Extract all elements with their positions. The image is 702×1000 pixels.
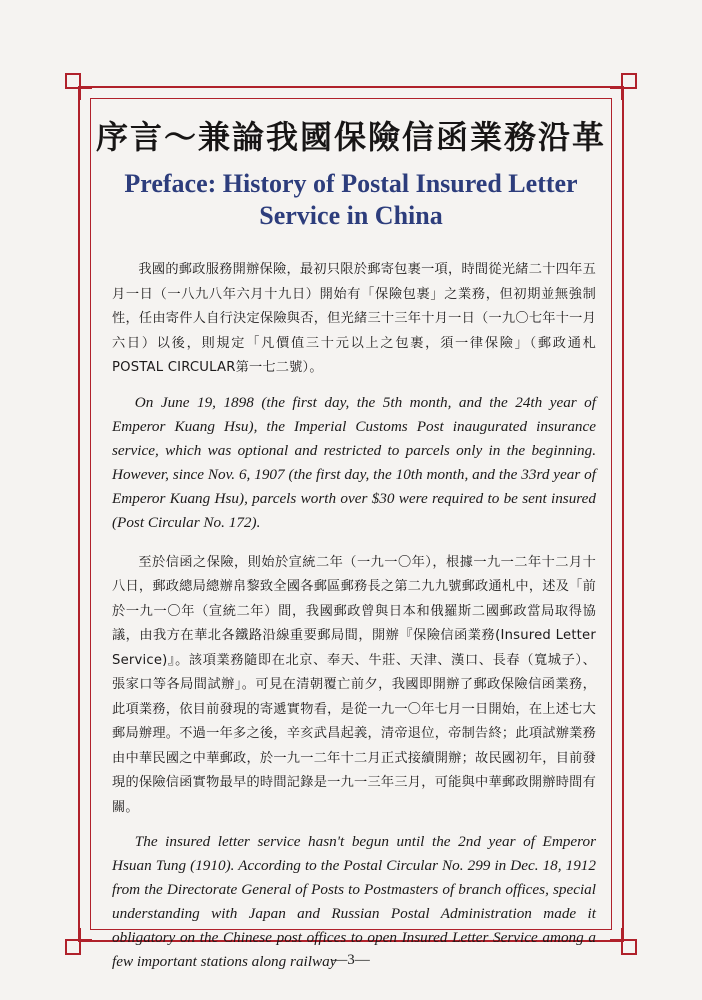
- paragraph-1-english: On June 19, 1898 (the first day, the 5th month, and the 24th year of Emperor Kuang Hsu), the Imperial Customs Post inaugurated insurance service, which was optional and restricted to parcels only in the beginning. However, since Nov. 6, 1907 (the first day, the 10th month, and the 33rd year of Emperor Kuang Hsu), parcels worth over $30 were required to be sent insured (Post Circular No. 172).: [112, 393, 596, 531]
- english-title: [96, 168, 606, 232]
- english-title-line-2: Service in China: [259, 201, 443, 230]
- corner-ornament-top-left: [63, 71, 93, 101]
- corner-ornament-top-right: [609, 71, 639, 101]
- chinese-title: 序言～兼論我國保險信函業務沿革: [96, 118, 607, 156]
- page-number: —3—: [332, 952, 370, 968]
- body-text: [112, 258, 596, 974]
- english-title-line-1: Preface: History of Postal Insured Letter: [124, 169, 578, 198]
- paragraph-1-chinese: 我國的郵政服務開辦保險，最初只限於郵寄包裹一項，時間從光緒二十四年五月一日（一八九八年六月十九日）開始有「保險包裹」之業務，但初期並無強制性，任由寄件人自行決定保險與否，但光緒三十三年十月一日（一九〇七年十一月六日）以後，則規定「凡價值三十元以上之包裹，須一律保險」（郵政通札POSTAL CIRCULAR第一七二號）。: [112, 262, 596, 375]
- paragraph-2-english: The insured letter service hasn't begun until the 2nd year of Emperor Hsuan Tung (1910). According to the Postal Circular No. 299 in Dec. 18, 1912 from the Directorate General of Posts to Postmasters of branch offices, special understanding with Japan and Russian Postal Administration made it obligatory on the Chinese post offices to open Insured Letter Service among a few important stations along railway: [112, 833, 596, 970]
- paragraph-2-chinese: 至於信函之保險，則始於宣統二年（一九一〇年），根據一九一二年十二月十八日，郵政總局總辦帛黎致全國各郵區郵務長之第二九九號郵政通札中，述及「前於一九一〇年（宣統二年）間，我國郵政曾與日本和俄羅斯二國郵政當局取得協議，由我方在華北各鐵路沿線重要郵局間，開辦『保險信函業務(Insured Letter Service)』。該項業務隨即在北京、奉天、牛莊、天津、漢口、長春（寬城子）、張家口等各局間試辦」。可見在清朝覆亡前夕，我國即開辦了郵政保險信函業務，此項業務，依目前發現的寄遞實物看，是從一九一〇年七月一日開始，在上述七大郵局辦理。不過一年多之後，辛亥武昌起義，清帝退位，帝制告終；此項試辦業務由中華民國之中華郵政，於一九一二年十二月正式接續開辦；故民國初年，目前發現的保險信函實物最早的時間記錄是一九一三年三月，可能與中華郵政開辦時間有關。: [112, 554, 596, 815]
